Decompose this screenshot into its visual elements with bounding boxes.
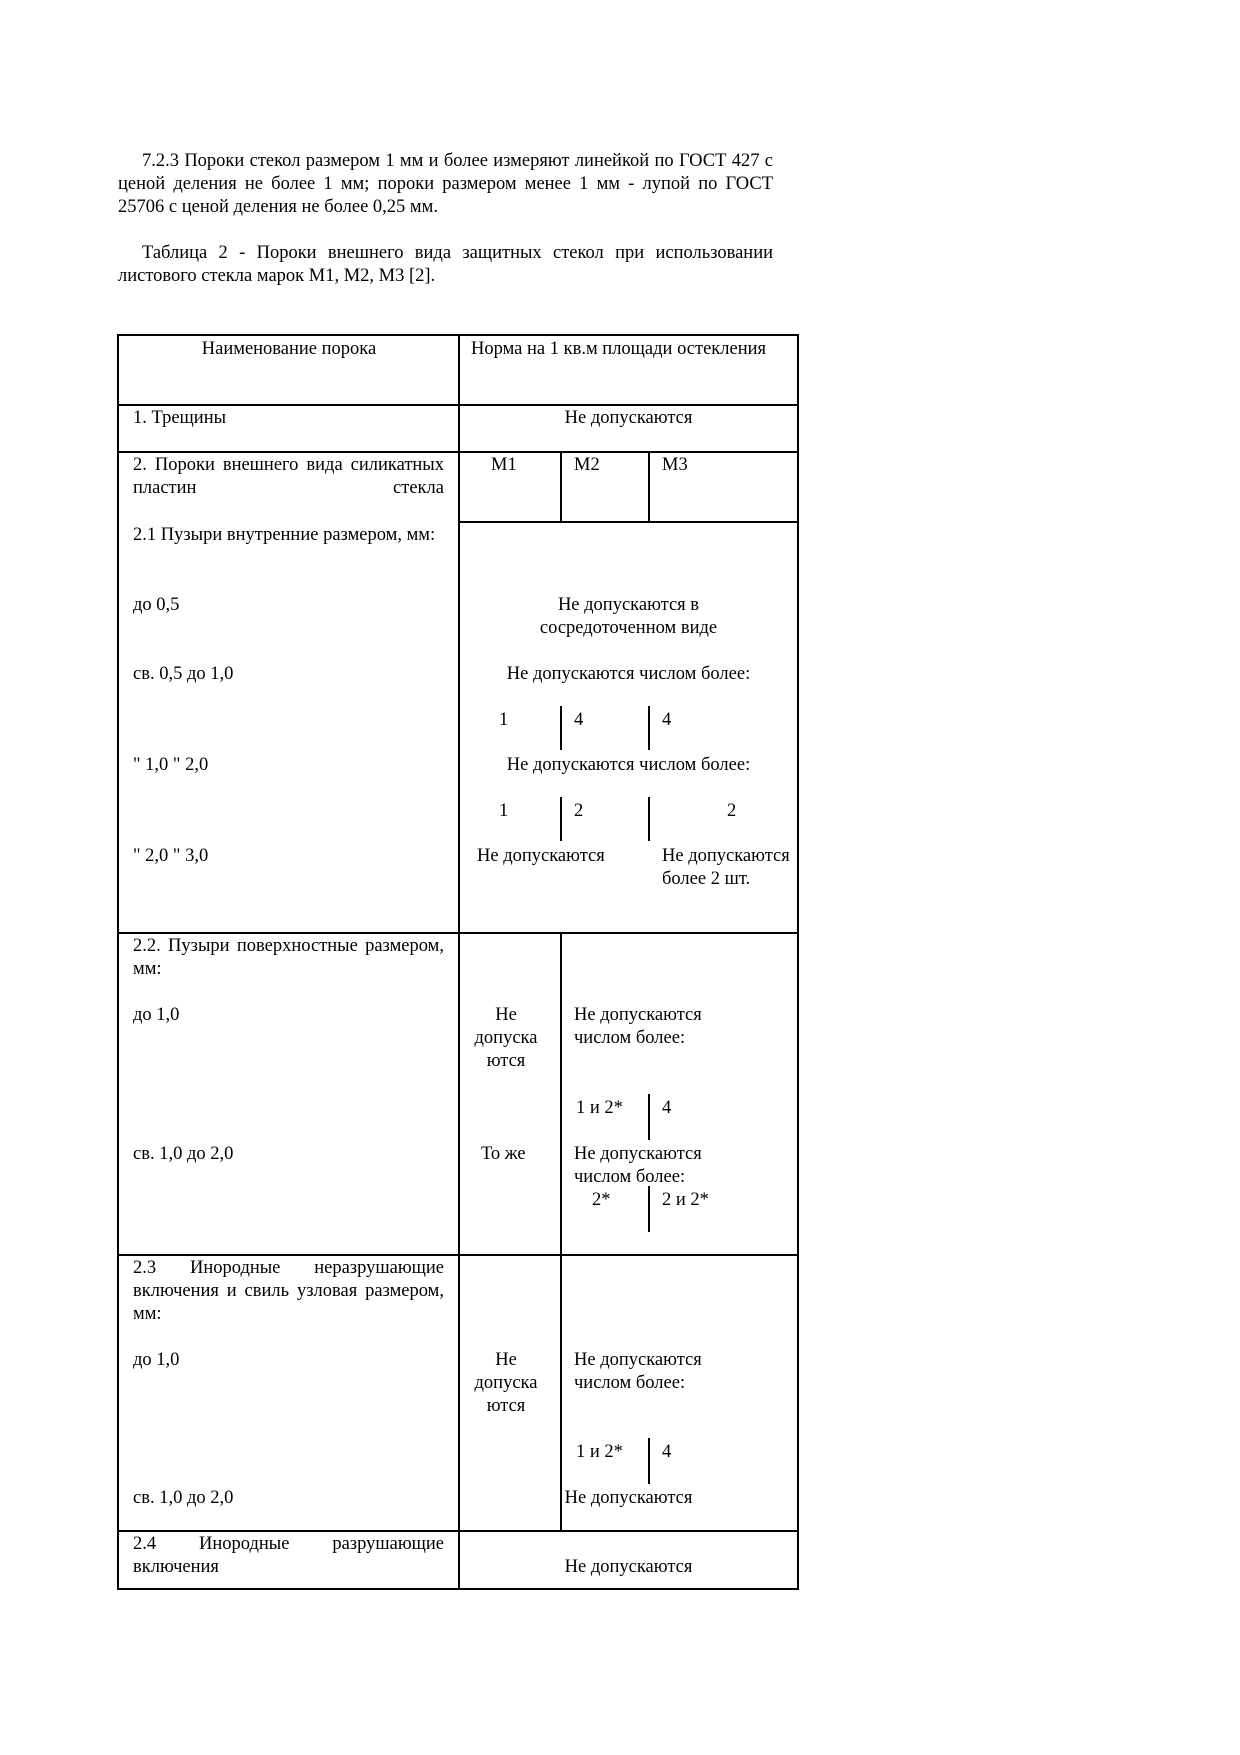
cell-m2: 1 и 2* xyxy=(576,1098,623,1118)
table-rule xyxy=(648,1186,650,1232)
cell-m1: Не допуска ются xyxy=(474,1350,538,1416)
row-internal-bubbles-d-label: " 2,0 " 3,0 xyxy=(133,846,209,866)
cell-m1: 1 xyxy=(499,801,509,821)
cell-m3: Не допускаются более 2 шт. xyxy=(662,846,790,889)
cell-m2: 2 xyxy=(574,801,584,821)
cell-m3: 4 xyxy=(662,1442,672,1462)
table-rule xyxy=(648,1094,650,1140)
row-internal-bubbles-a-value: Не допускаются в сосредоточенном виде xyxy=(539,595,718,638)
cell-m2: 4 xyxy=(574,710,584,730)
header-norm: Норма на 1 кв.м площади остекления xyxy=(471,339,767,359)
cell-m1: То же xyxy=(481,1144,526,1164)
cell-m2: 1 и 2* xyxy=(576,1442,623,1462)
table-rule xyxy=(458,336,460,1588)
table-rule xyxy=(648,1438,650,1484)
header-defect-name: Наименование порока xyxy=(201,339,377,359)
cell-m3: 4 xyxy=(662,1098,672,1118)
row-internal-bubbles-a-label: до 0,5 xyxy=(133,595,180,615)
table-caption: Таблица 2 - Пороки внешнего вида защитных стекол при использовании листового стекла марок М1, М2, М3 [2]. xyxy=(118,243,773,286)
row-foreign-inclusions-b-value: Не допускаются xyxy=(564,1488,693,1508)
row-internal-bubbles-c-value: Не допускаются числом более: xyxy=(506,755,751,775)
table-rule xyxy=(460,521,797,523)
cell-m2: 2* xyxy=(592,1190,611,1210)
row-surface-bubbles-a-value: Не допускаются числом более: xyxy=(574,1005,702,1048)
cell-m1: Не допуска ются xyxy=(474,1005,538,1071)
row-internal-bubbles-title: 2.1 Пузыри внутренние размером, мм: xyxy=(133,525,436,545)
row-foreign-inclusions-a-label: до 1,0 xyxy=(133,1350,180,1370)
table-rule xyxy=(560,706,562,750)
row-cracks-label: 1. Трещины xyxy=(133,408,227,428)
row-internal-bubbles-b-label: св. 0,5 до 1,0 xyxy=(133,664,234,684)
cell-m1: 1 xyxy=(499,710,509,730)
cell-m1-m2: Не допускаются xyxy=(477,846,605,866)
table-rule xyxy=(560,797,562,841)
grade-m1-header: М1 xyxy=(491,455,517,475)
row-surface-defects-label: 2. Пороки внешнего вида силикатных пластин стекла xyxy=(133,455,444,498)
table-rule xyxy=(648,451,650,521)
grade-m2-header: М2 xyxy=(574,455,600,475)
paragraph-measurement-method: 7.2.3 Пороки стекол размером 1 мм и более измеряют линейкой по ГОСТ 427 с ценой деления не более 1 мм; пороки размером менее 1 мм - лупой по ГОСТ 25706 с ценой деления не более 0,25 мм. xyxy=(118,151,773,217)
table-rule xyxy=(560,934,562,1532)
row-internal-bubbles-b-value: Не допускаются числом более: xyxy=(506,664,751,684)
row-foreign-inclusions-b-label: св. 1,0 до 2,0 xyxy=(133,1488,234,1508)
row-surface-bubbles-b-value: Не допускаются числом более: xyxy=(574,1144,702,1187)
cell-m3: 4 xyxy=(662,710,672,730)
table-rule xyxy=(560,451,562,521)
table-rule xyxy=(648,797,650,841)
row-foreign-inclusions-title: 2.3 Инородные неразрушающие включения и свиль узловая размером, мм: xyxy=(133,1258,444,1324)
grade-m3-header: М3 xyxy=(662,455,688,475)
row-internal-bubbles-c-label: " 1,0 " 2,0 xyxy=(133,755,209,775)
row-surface-bubbles-title: 2.2. Пузыри поверхностные размером, мм: xyxy=(133,936,444,979)
row-cracks-value: Не допускаются xyxy=(564,408,693,428)
cell-m3: 2 и 2* xyxy=(662,1190,709,1210)
defects-table xyxy=(117,334,799,1590)
row-destructive-inclusions-label: 2.4 Инородные разрушающие включения xyxy=(133,1534,444,1577)
row-surface-bubbles-b-label: св. 1,0 до 2,0 xyxy=(133,1144,234,1164)
row-foreign-inclusions-a-value: Не допускаются числом более: xyxy=(574,1350,702,1393)
row-destructive-inclusions-value: Не допускаются xyxy=(564,1557,693,1577)
cell-m3: 2 xyxy=(727,801,737,821)
table-rule xyxy=(648,706,650,750)
row-surface-bubbles-a-label: до 1,0 xyxy=(133,1005,180,1025)
